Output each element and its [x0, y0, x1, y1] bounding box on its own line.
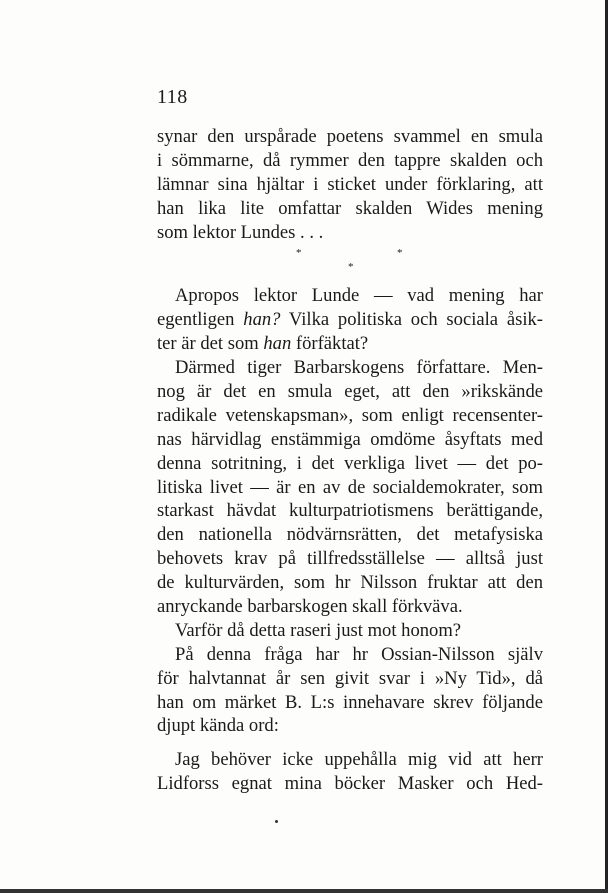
text-line: denna sotritning, i det verkliga livet — det po- [157, 452, 543, 474]
page-number: 118 [157, 86, 188, 108]
text-line: han om märket B. L:s innehavare skrev följande [157, 691, 543, 713]
text-line: Varför då detta raseri just mot honom? [175, 619, 462, 641]
text-line: som lektor Lundes . . . [157, 221, 324, 243]
text-line: nog är det en smula eget, att den »rikskände [157, 381, 543, 403]
text-line: de kulturvärden, som hr Nilsson fruktar att den [157, 572, 543, 594]
text-line: nas härvidlag enstämmiga omdöme åsyftats med [157, 428, 543, 450]
text-line: den nationella nödvärnsrätten, det metafysiska [157, 524, 543, 546]
text-line: starkast hävdat kulturpatriotismens berättigande, [157, 500, 543, 522]
body-text [157, 125, 543, 796]
emphasis: han [263, 333, 292, 355]
text-line: behovets krav på tillfredsställelse — alltså just [157, 548, 543, 570]
asterisk: * [397, 247, 403, 260]
asterisk: * [296, 247, 302, 260]
text-line: egentligen han? Vilka politiska och sociala åsik- [157, 309, 544, 331]
text-line: litiska livet — är en av de socialdemokrater, som [157, 476, 543, 498]
text-line: radikale vetenskapsman», som enligt recensenter- [157, 404, 543, 426]
print-speck [275, 820, 278, 823]
text-line: i sömmarne, då rymmer den tappre skalden och [157, 149, 543, 171]
text-line: Därmed tiger Barbarskogens författare. Men- [175, 357, 543, 379]
text-line: Apropos lektor Lunde — vad mening har [175, 285, 543, 307]
text-line: för halvtannat år sen givit svar i »Ny Tid», då [157, 667, 543, 689]
text-line: djupt kända ord: [157, 715, 279, 737]
text-line: lämnar sina hjältar i sticket under förklaring, att [157, 173, 543, 195]
text-line: På denna fråga har hr Ossian-Nilsson själv [175, 643, 543, 665]
quote-line: Lidforss egnat mina böcker Masker och Hed- [157, 773, 543, 795]
asterisk: * [348, 261, 354, 274]
section-break-asterism [157, 244, 543, 284]
text-line: ter är det som han förfäktat? [157, 333, 369, 355]
text-line: anryckande barbarskogen skall förkväva. [157, 596, 463, 618]
text-line: synar den urspårade poetens svammel en smula [157, 126, 543, 147]
emphasis: han? [243, 309, 281, 331]
quote-line: Jag behöver icke uppehålla mig vid att herr [175, 749, 543, 771]
text-line: han lika lite omfattar skalden Wides mening [157, 197, 543, 219]
page-bottom-edge [0, 889, 608, 893]
